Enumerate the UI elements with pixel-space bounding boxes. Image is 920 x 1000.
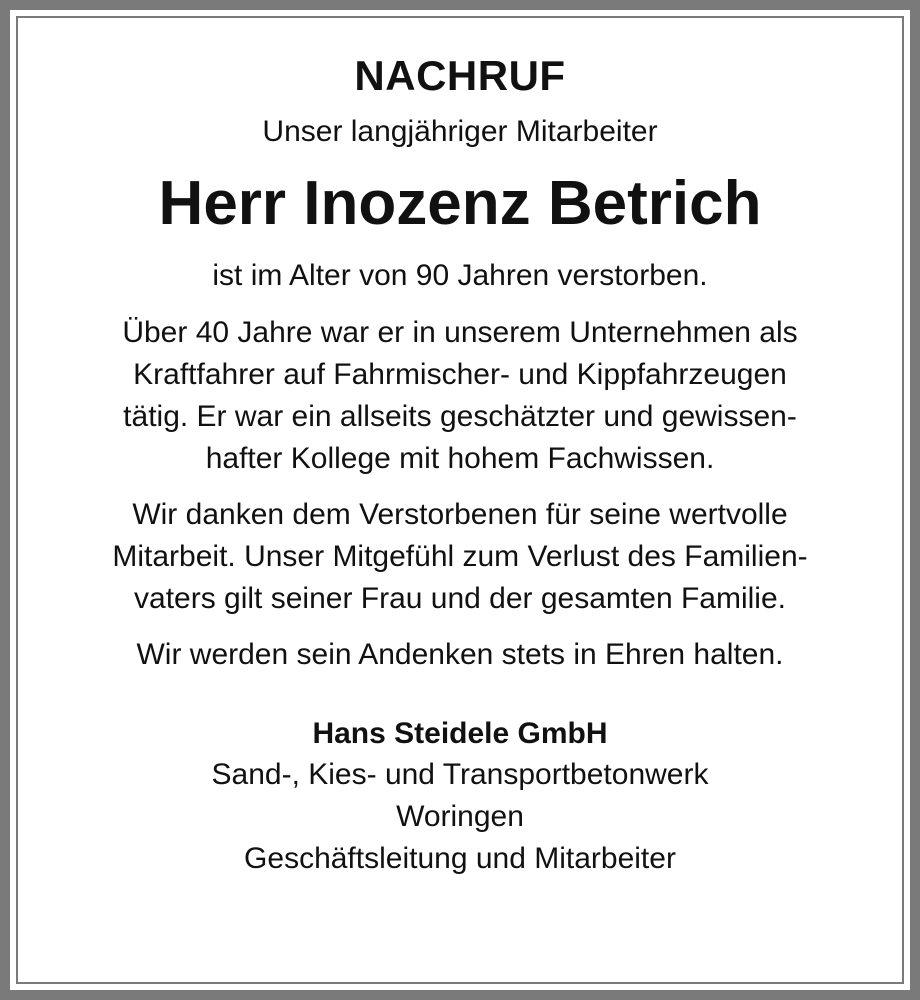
paragraph-line: tätig. Er war ein allseits geschätzter und gewissen- <box>123 400 797 433</box>
paragraph-line: Wir danken dem Verstorbenen für seine wertvolle <box>132 498 788 531</box>
paragraph-career <box>30 312 890 480</box>
paragraph-line: Mitarbeit. Unser Mitgefühl zum Verlust des Familien- <box>112 540 808 573</box>
company-name: Hans Steidele GmbH <box>312 717 608 750</box>
paragraph-line: Über 40 Jahre war er in unserem Unternehmen als <box>122 316 798 349</box>
paragraph-line: Wir werden sein Andenken stets in Ehren halten. <box>136 638 784 671</box>
company-closing: Geschäftsleitung und Mitarbeiter <box>244 842 676 875</box>
company-location: Woringen <box>396 800 524 833</box>
paragraph-remembrance <box>30 634 890 676</box>
paragraph-line: vaters gilt seiner Frau und der gesamten Familie. <box>134 582 786 615</box>
company-description: Sand-, Kies- und Transportbetonwerk <box>211 758 709 791</box>
age-line: ist im Alter von 90 Jahren verstorben. <box>212 259 708 292</box>
obituary-notice <box>30 48 890 880</box>
paragraph-line: Kraftfahrer auf Fahrmischer- und Kippfahrzeugen <box>133 358 787 391</box>
deceased-name: Herr Inozenz Betrich <box>158 169 762 238</box>
paragraph-thanks <box>30 494 890 620</box>
notice-title: NACHRUF <box>354 52 566 99</box>
paragraph-line: hafter Kollege mit hohem Fachwissen. <box>205 442 715 475</box>
notice-intro: Unser langjähriger Mitarbeiter <box>262 115 658 148</box>
